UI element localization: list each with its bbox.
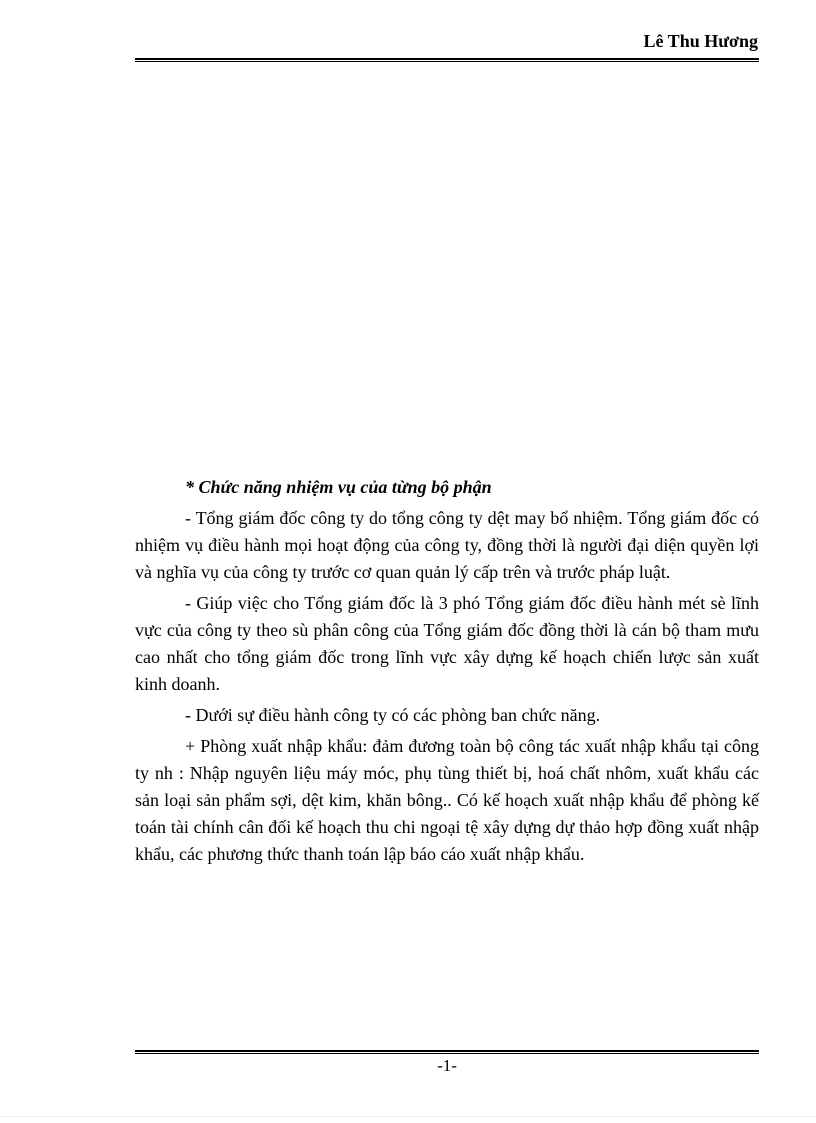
- page-bottom-border: [0, 1116, 816, 1117]
- header-author-name: Lê Thu Hương: [643, 31, 758, 51]
- paragraph-import-export: + Phòng xuất nhập khẩu: đảm đương toàn bộ công tác xuất nhập khẩu tại công ty nh : Nhập nguyên liệu máy móc, phụ tùng thiết bị, hoá chất nhôm, xuất khẩu các sản loại sản phẩm sợi, dệt kim, khăn bông.. Có kế hoạch xuất nhập khẩu để phòng kế toán tài chính cân đối kế hoạch thu chi ngoại tệ xây dựng dự thảo hợp đồng xuất nhập khẩu, các phương thức thanh toán lập báo cáo xuất nhập khẩu.: [135, 736, 759, 864]
- page-number: -1-: [437, 1056, 457, 1075]
- paragraph-deputy-directors: - Giúp việc cho Tổng giám đốc là 3 phó Tổng giám đốc điều hành mét sè lĩnh vực của công ty theo sù phân công của Tổng giám đốc đồng thời là cán bộ tham mưu cao nhất cho tổng giám đốc trong lĩnh vực xây dựng kế hoạch chiến lược sản xuất kinh doanh.: [135, 593, 759, 694]
- paragraph-departments: - Dưới sự điều hành công ty có các phòng ban chức năng.: [185, 705, 601, 725]
- header-divider: [135, 58, 759, 62]
- paragraph-general-director: - Tổng giám đốc công ty do tổng công ty dệt may bổ nhiệm. Tổng giám đốc có nhiệm vụ điều hành mọi hoạt động của công ty, đồng thời là người đại diện quyền lợi và nghĩa vụ của công ty trước cơ quan quản lý cấp trên và trước pháp luật.: [135, 508, 759, 582]
- document-body: [135, 474, 759, 872]
- footer-divider: [135, 1050, 759, 1054]
- section-heading: * Chức năng nhiệm vụ của từng bộ phận: [185, 477, 492, 497]
